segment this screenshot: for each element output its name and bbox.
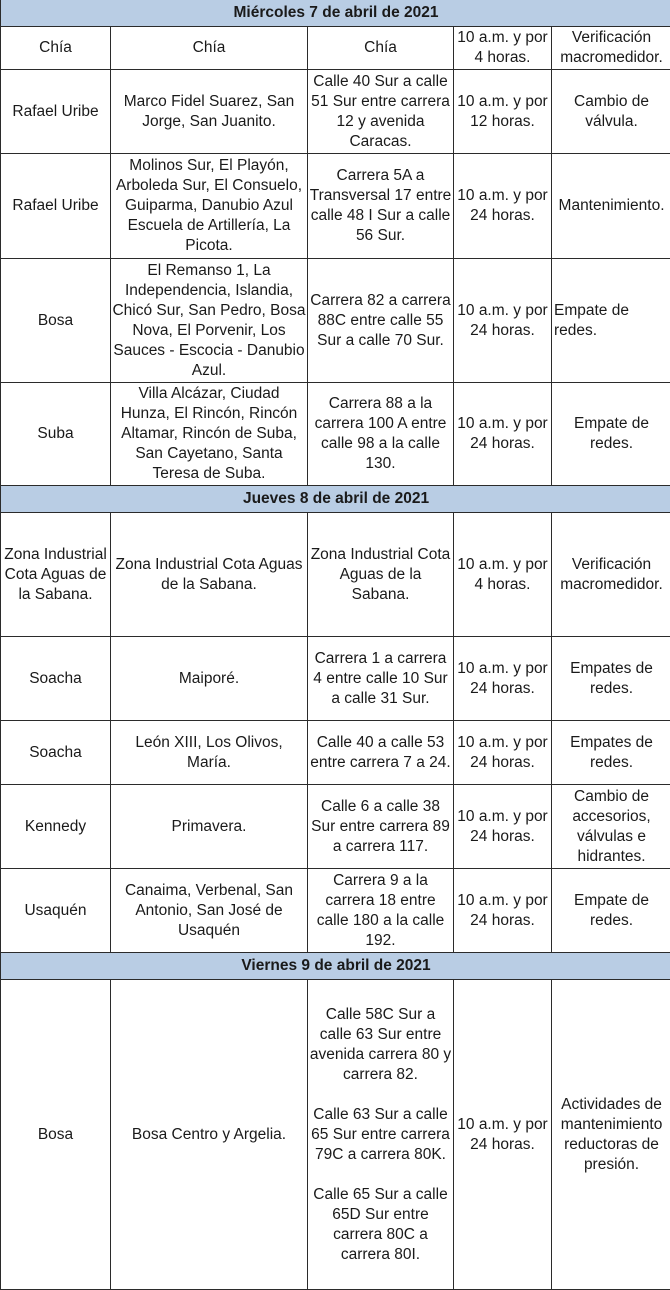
motivo-cell: Cambio de accesorios, válvulas e hidrantes. <box>552 785 670 869</box>
table-row <box>1 721 670 785</box>
horario-cell: 10 a.m. y por 24 horas. <box>454 980 552 1290</box>
horario-cell: 10 a.m. y por 24 horas. <box>454 721 552 785</box>
table-row <box>1 154 670 259</box>
table-row <box>1 637 670 721</box>
barrios-cell: Chía <box>111 27 308 70</box>
localidad-cell: Bosa <box>1 259 111 383</box>
table-row <box>1 980 670 1290</box>
barrios-cell: Molinos Sur, El Playón, Arboleda Sur, El Consuelo, Guiparma, Danubio Azul Escuela de Artillería, La Picota. <box>111 154 308 259</box>
localidad-cell: Chía <box>1 27 111 70</box>
barrios-cell: El Remanso 1, La Independencia, Islandia, Chicó Sur, San Pedro, Bosa Nova, El Porvenir, Los Sauces - Escocia - Danubio Azul. <box>111 259 308 383</box>
motivo-cell: Empates de redes. <box>552 721 670 785</box>
localidad-cell: Rafael Uribe <box>1 70 111 154</box>
motivo-cell: Verificación macromedidor. <box>552 27 670 70</box>
horario-cell: 10 a.m. y por 24 horas. <box>454 154 552 259</box>
sector-cell: Calle 40 Sur a calle 51 Sur entre carrera 12 y avenida Caracas. <box>308 70 454 154</box>
horario-cell: 10 a.m. y por 12 horas. <box>454 70 552 154</box>
horario-cell: 10 a.m. y por 24 horas. <box>454 637 552 721</box>
sector-cell: Zona Industrial Cota Aguas de la Sabana. <box>308 513 454 637</box>
sector-cell: Carrera 88 a la carrera 100 A entre calle 98 a la calle 130. <box>308 383 454 486</box>
table-row <box>1 70 670 154</box>
localidad-cell: Soacha <box>1 637 111 721</box>
sector-cell <box>308 980 454 1290</box>
barrios-cell: Zona Industrial Cota Aguas de la Sabana. <box>111 513 308 637</box>
motivo-cell: Mantenimiento. <box>552 154 670 259</box>
horario-cell: 10 a.m. y por 4 horas. <box>454 513 552 637</box>
motivo-cell: Empates de redes. <box>552 637 670 721</box>
table-row <box>1 27 670 70</box>
localidad-cell: Soacha <box>1 721 111 785</box>
barrios-cell: Maiporé. <box>111 637 308 721</box>
sector-cell: Carrera 82 a carrera 88C entre calle 55 Sur a calle 70 Sur. <box>308 259 454 383</box>
day-header: Miércoles 7 de abril de 2021 <box>1 0 670 27</box>
motivo-cell: Verificación macromedidor. <box>552 513 670 637</box>
day-header: Viernes 9 de abril de 2021 <box>1 953 670 980</box>
localidad-cell: Kennedy <box>1 785 111 869</box>
barrios-cell: Canaima, Verbenal, San Antonio, San José de Usaquén <box>111 869 308 953</box>
motivo-cell: Empate de redes. <box>552 259 670 383</box>
table-row <box>1 513 670 637</box>
motivo-cell: Empate de redes. <box>552 869 670 953</box>
barrios-cell: León XIII, Los Olivos, María. <box>111 721 308 785</box>
barrios-cell: Villa Alcázar, Ciudad Hunza, El Rincón, Rincón Altamar, Rincón de Suba, San Cayetano, Santa Teresa de Suba. <box>111 383 308 486</box>
sector-cell: Calle 40 a calle 53 entre carrera 7 a 24. <box>308 721 454 785</box>
sector-cell: Carrera 1 a carrera 4 entre calle 10 Sur a calle 31 Sur. <box>308 637 454 721</box>
table-row <box>1 869 670 953</box>
table-row <box>1 785 670 869</box>
sector-line: Calle 65 Sur a calle 65D Sur entre carrera 80C a carrera 80I. <box>313 1186 447 1263</box>
horario-cell: 10 a.m. y por 24 horas. <box>454 259 552 383</box>
day-header: Jueves 8 de abril de 2021 <box>1 486 670 513</box>
sector-line: Calle 58C Sur a calle 63 Sur entre avenida carrera 80 y carrera 82. <box>310 1006 451 1083</box>
localidad-cell: Usaquén <box>1 869 111 953</box>
barrios-cell: Primavera. <box>111 785 308 869</box>
localidad-cell: Suba <box>1 383 111 486</box>
sector-line: Calle 63 Sur a calle 65 Sur entre carrera 79C a carrera 80K. <box>311 1106 450 1163</box>
horario-cell: 10 a.m. y por 24 horas. <box>454 785 552 869</box>
motivo-cell: Cambio de válvula. <box>552 70 670 154</box>
barrios-cell: Marco Fidel Suarez, San Jorge, San Juanito. <box>111 70 308 154</box>
motivo-cell: Empate de redes. <box>552 383 670 486</box>
table-row <box>1 383 670 486</box>
sector-cell: Calle 6 a calle 38 Sur entre carrera 89 a carrera 117. <box>308 785 454 869</box>
sector-cell: Carrera 9 a la carrera 18 entre calle 180 a la calle 192. <box>308 869 454 953</box>
sector-cell: Carrera 5A a Transversal 17 entre calle 48 I Sur a calle 56 Sur. <box>308 154 454 259</box>
sector-cell: Chía <box>308 27 454 70</box>
horario-cell: 10 a.m. y por 24 horas. <box>454 383 552 486</box>
motivo-cell: Actividades de mantenimiento reductoras de presión. <box>552 980 670 1290</box>
table-row <box>1 259 670 383</box>
barrios-cell: Bosa Centro y Argelia. <box>111 980 308 1290</box>
horario-cell: 10 a.m. y por 4 horas. <box>454 27 552 70</box>
localidad-cell: Rafael Uribe <box>1 154 111 259</box>
localidad-cell: Bosa <box>1 980 111 1290</box>
horario-cell: 10 a.m. y por 24 horas. <box>454 869 552 953</box>
localidad-cell: Zona Industrial Cota Aguas de la Sabana. <box>1 513 111 637</box>
